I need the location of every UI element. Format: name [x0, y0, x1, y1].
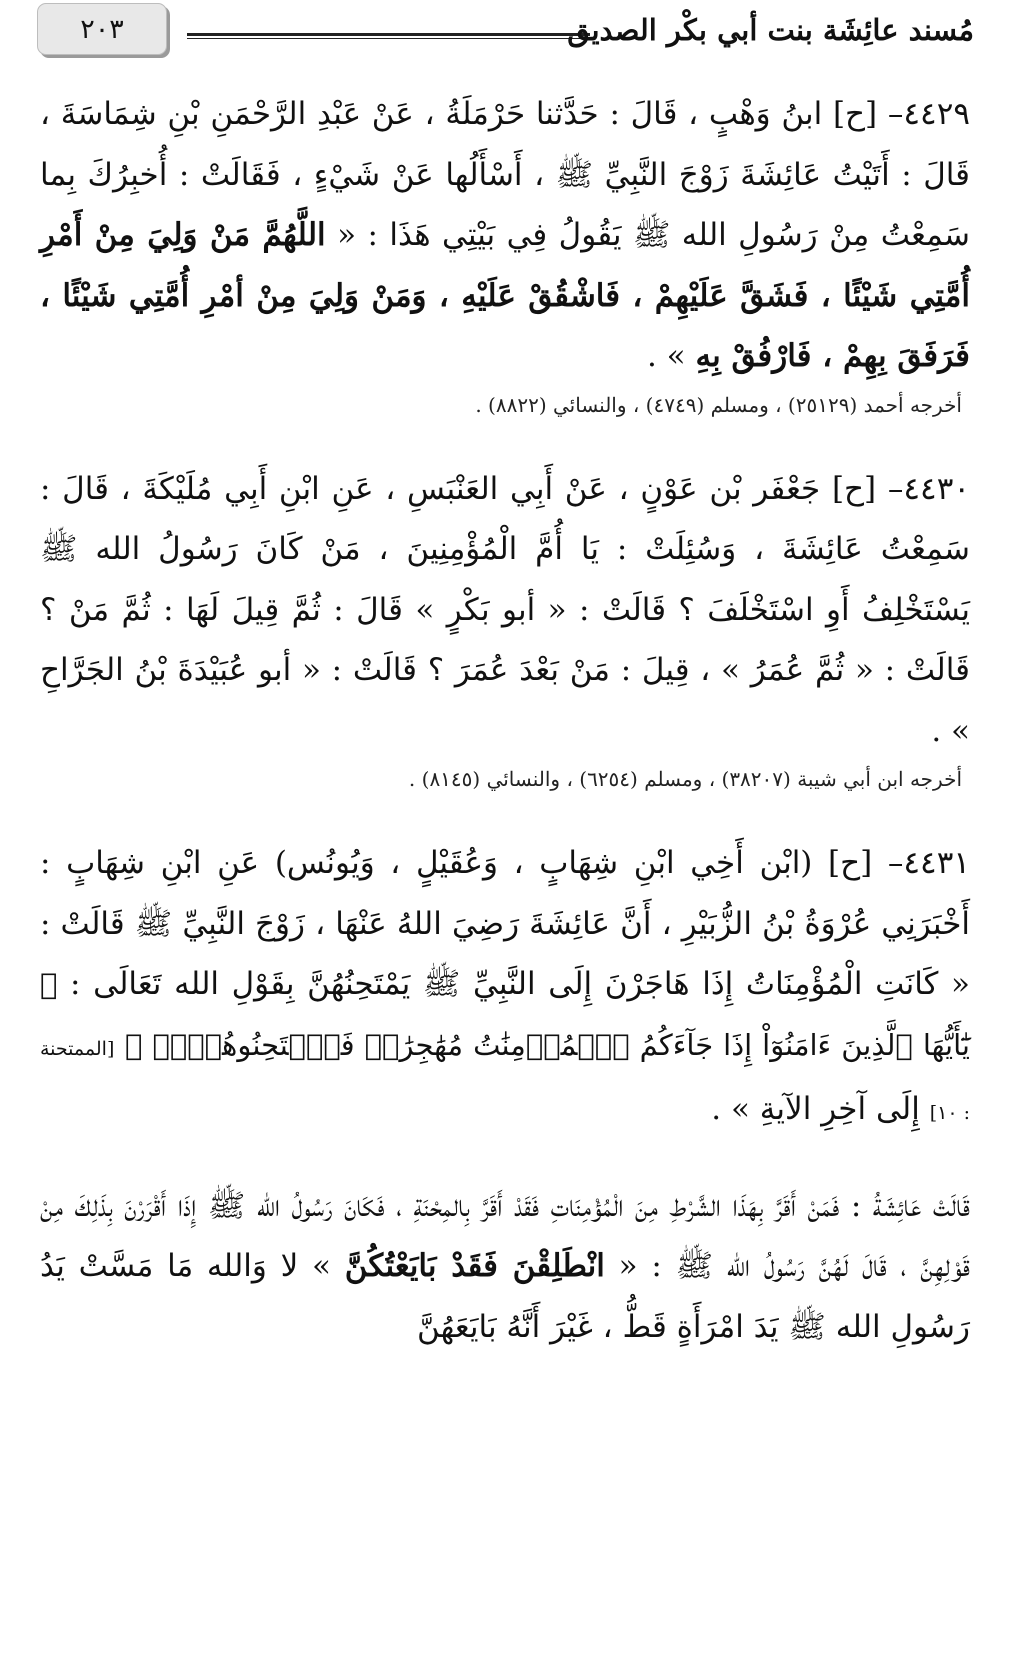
hadith-source-note: أخرجه ابن أبي شيبة (٣٨٢٠٧) ، ومسلم (٦٢٥٤) ، والنسائي (٨١٤٥) . — [408, 767, 962, 791]
hadith-number: ٤٤٣١ — [903, 845, 970, 881]
hadith-closing: إِلَى آخِرِ الآيةِ » . — [711, 1091, 920, 1127]
continuation-bold: انْطَلِقْنَ فَقَدْ بَايَعْتُكُنَّ — [344, 1248, 605, 1284]
hadith-number: ٤٤٢٩ — [903, 96, 970, 132]
continuation-text-part: قَالَتْ عَائِشَةُ : فَمَنْ أَقَرَّ بِهَذَا الشَّرْطِ مِنَ الْمُؤْمِنَاتِ فَقَدْ أَقَرَّ بِالمِحْنَةِ ، فَكَانَ رَسُولُ الله ﷺ إِذَا أَقْرَرْنَ بِذَلِكَ مِنْ قَوْلِهِنَّ ، قَالَ لَهُنَّ رَسُولُ الله ﷺ : « — [40, 1187, 970, 1284]
hadith-4431 — [40, 833, 970, 1144]
hadith-matn-bold: اللَّهُمَّ مَنْ وَلِيَ مِنْ أَمْرِ أُمَّتِي شَيْئًا ، فَشَقَّ عَلَيْهِمْ ، فَاشْقُقْ عَلَيْهِ ، وَمَنْ وَلِيَ مِنْ أمْرِ أُمَّتِي شَيْئًا ، فَرَفَقَ بِهِمْ ، فَارْفُقْ بِهِ — [40, 217, 970, 374]
header-rule — [187, 33, 590, 39]
hadith-marker: [ح] — [831, 470, 877, 507]
running-title: مُسند عائِشَة بنت أبي بكْر الصديق — [567, 13, 974, 47]
hadith-4429 — [40, 84, 970, 421]
quran-reference: [الممتحنة : ١٠] — [40, 1037, 970, 1124]
page-content — [40, 84, 970, 1357]
hadith-chain-text: ابنُ وَهْبٍ ، قَالَ : حَدَّثنا حَرْمَلَةُ ، عَنْ عَبْدِ الرَّحْمَنِ بْنِ شِمَاسَةَ ، قَالَ : أَتَيْتُ عَائِشَةَ زَوْجَ النَّبِيِّ ﷺ ، أَسْأَلُها عَنْ شَيْءٍ ، فَقَالَتْ : أُخبِرُكَ بِما سَمِعْتُ مِنْ رَسُولِ الله ﷺ يَقُولُ فِي بَيْتِي هَذَا : « — [40, 96, 970, 253]
continuation-text-part: » لا وَالله مَا مَسَّتْ يَدُ رَسُولِ الله ﷺ يَدَ امْرَأَةٍ قَطُّ ، غَيْرَ أَنَّهُ بَايَعَهُنَّ — [40, 1248, 970, 1345]
hadith-4430 — [40, 459, 970, 796]
quran-verse: ﴿ يَٰٓأَيُّهَا ٱلَّذِينَ ءَامَنُوٓاْ إِذَا جَآءَكُمُ ٱلۡمُؤۡمِنَٰتُ مُهَٰجِرَٰتٖ فَٱمۡتَحِنُوهُنَّۖ ﴾ — [40, 967, 970, 1062]
hadith-source-note: أخرجه أحمد (٢٥١٢٩) ، ومسلم (٤٧٤٩) ، والنسائي (٨٨٢٢) . — [475, 392, 962, 417]
continuation-text — [40, 1176, 970, 1358]
hadith-marker: [ح] — [828, 845, 873, 881]
page-header — [0, 0, 1010, 64]
hadith-text: ٤٤٣٠– [ح] جَعْفَر بْن عَوْنٍ ، عَنْ أَبِي العَنْبَسِ ، عَنِ ابْنِ أَبِي مُلَيْكَةَ ، قَالَ : سَمِعْتُ عَائِشَةَ ، وَسُئِلَتْ : يَا أُمَّ الْمُؤْمِنِينَ ، مَنْ كَانَ رَسُولُ الله ﷺ يَسْتَخْلِفُ أَوِ اسْتَخْلَفَ ؟ قَالَتْ : « أبو بَكْرٍ » قَالَ : ثُمَّ قِيلَ لَهَا : ثُمَّ مَنْ ؟ قَالَتْ : « ثُمَّ عُمَرُ » ، قِيلَ : مَنْ بَعْدَ عُمَرَ ؟ قَالَتْ : « أبو عُبَيْدَةَ بْنُ الجَرَّاحِ » . — [40, 470, 970, 749]
hadith-marker: [ح] — [832, 96, 878, 132]
hadith-closing: » . — [646, 338, 686, 374]
hadith-number: ٤٤٣٠ — [903, 470, 970, 507]
hadith-chain-text: جَعْفَر بْن عَوْنٍ ، عَنْ أَبِي العَنْبَسِ ، عَنِ ابْنِ أَبِي مُلَيْكَةَ ، قَالَ : سَمِعْتُ عَائِشَةَ ، وَسُئِلَتْ : يَا أُمَّ الْمُؤْمِنِينَ ، مَنْ كَانَ رَسُولُ الله ﷺ يَسْتَخْلِفُ أَوِ اسْتَخْلَفَ ؟ قَالَتْ : « أبو بَكْرٍ » قَالَ : ثُمَّ قِيلَ لَهَا : ثُمَّ مَنْ ؟ قَالَتْ : « ثُمَّ عُمَرُ » ، قِيلَ : مَنْ بَعْدَ عُمَرَ ؟ قَالَتْ : « أبو عُبَيْدَةَ بْنُ الجَرَّاحِ » . — [40, 470, 970, 749]
page-number-badge: ٢٠٣ — [37, 3, 167, 55]
hadith-continuation — [40, 1176, 970, 1358]
hadith-text: ٤٤٢٩– [ح] ابنُ وَهْبٍ ، قَالَ : حَدَّثنا حَرْمَلَةُ ، عَنْ عَبْدِ الرَّحْمَنِ بْنِ شِمَاسَةَ ، قَالَ : أَتَيْتُ عَائِشَةَ زَوْجَ النَّبِيِّ ﷺ ، أَسْأَلُها عَنْ شَيْءٍ ، فَقَالَتْ : أُخبِرُكَ بِما سَمِعْتُ مِنْ رَسُولِ الله ﷺ يَقُولُ فِي بَيْتِي هَذَا : « اللَّهُمَّ مَنْ وَلِيَ مِنْ أَمْرِ أُمَّتِي شَيْئًا ، فَشَقَّ عَلَيْهِمْ ، فَاشْقُقْ عَلَيْهِ ، وَمَنْ وَلِيَ مِنْ أمْرِ أُمَّتِي شَيْئًا ، فَرَفَقَ بِهِمْ ، فَارْفُقْ بِهِ » . — [40, 96, 970, 374]
hadith-text: ٤٤٣١– [ح] (ابْن أَخِي ابْنِ شِهَابٍ ، وَعُقَيْلٍ ، وَيُونُس) عَنِ ابْنِ شِهَابٍ : أَخْبَرَنِي عُرْوَةُ بْنُ الزُّبَيْرِ ، أَنَّ عَائِشَةَ رَضِيَ اللهُ عَنْهَا ، زَوْجَ النَّبِيِّ ﷺ قَالَتْ : « كَانَتِ الْمُؤْمِنَاتُ إِذَا هَاجَرْنَ إِلَى النَّبِيِّ ﷺ يَمْتَحِنُهُنَّ بِقَوْلِ الله تَعَالَى : ﴿ يَٰٓأَيُّهَا ٱلَّذِينَ ءَامَنُوٓاْ إِذَا جَآءَكُمُ ٱلۡمُؤۡمِنَٰتُ مُهَٰجِرَٰتٖ فَٱمۡتَحِنُوهُنَّۖ ﴾ [الممتحنة : ١٠] إِلَى آخِرِ الآيةِ » . — [40, 845, 970, 1127]
hadith-chain-text: (ابْن أَخِي ابْنِ شِهَابٍ ، وَعُقَيْلٍ ، وَيُونُس) عَنِ ابْنِ شِهَابٍ : أَخْبَرَنِي عُرْوَةُ بْنُ الزُّبَيْرِ ، أَنَّ عَائِشَةَ رَضِيَ اللهُ عَنْهَا ، زَوْجَ النَّبِيِّ ﷺ قَالَتْ : « كَانَتِ الْمُؤْمِنَاتُ إِذَا هَاجَرْنَ إِلَى النَّبِيِّ ﷺ يَمْتَحِنُهُنَّ بِقَوْلِ الله تَعَالَى : — [40, 845, 970, 1002]
